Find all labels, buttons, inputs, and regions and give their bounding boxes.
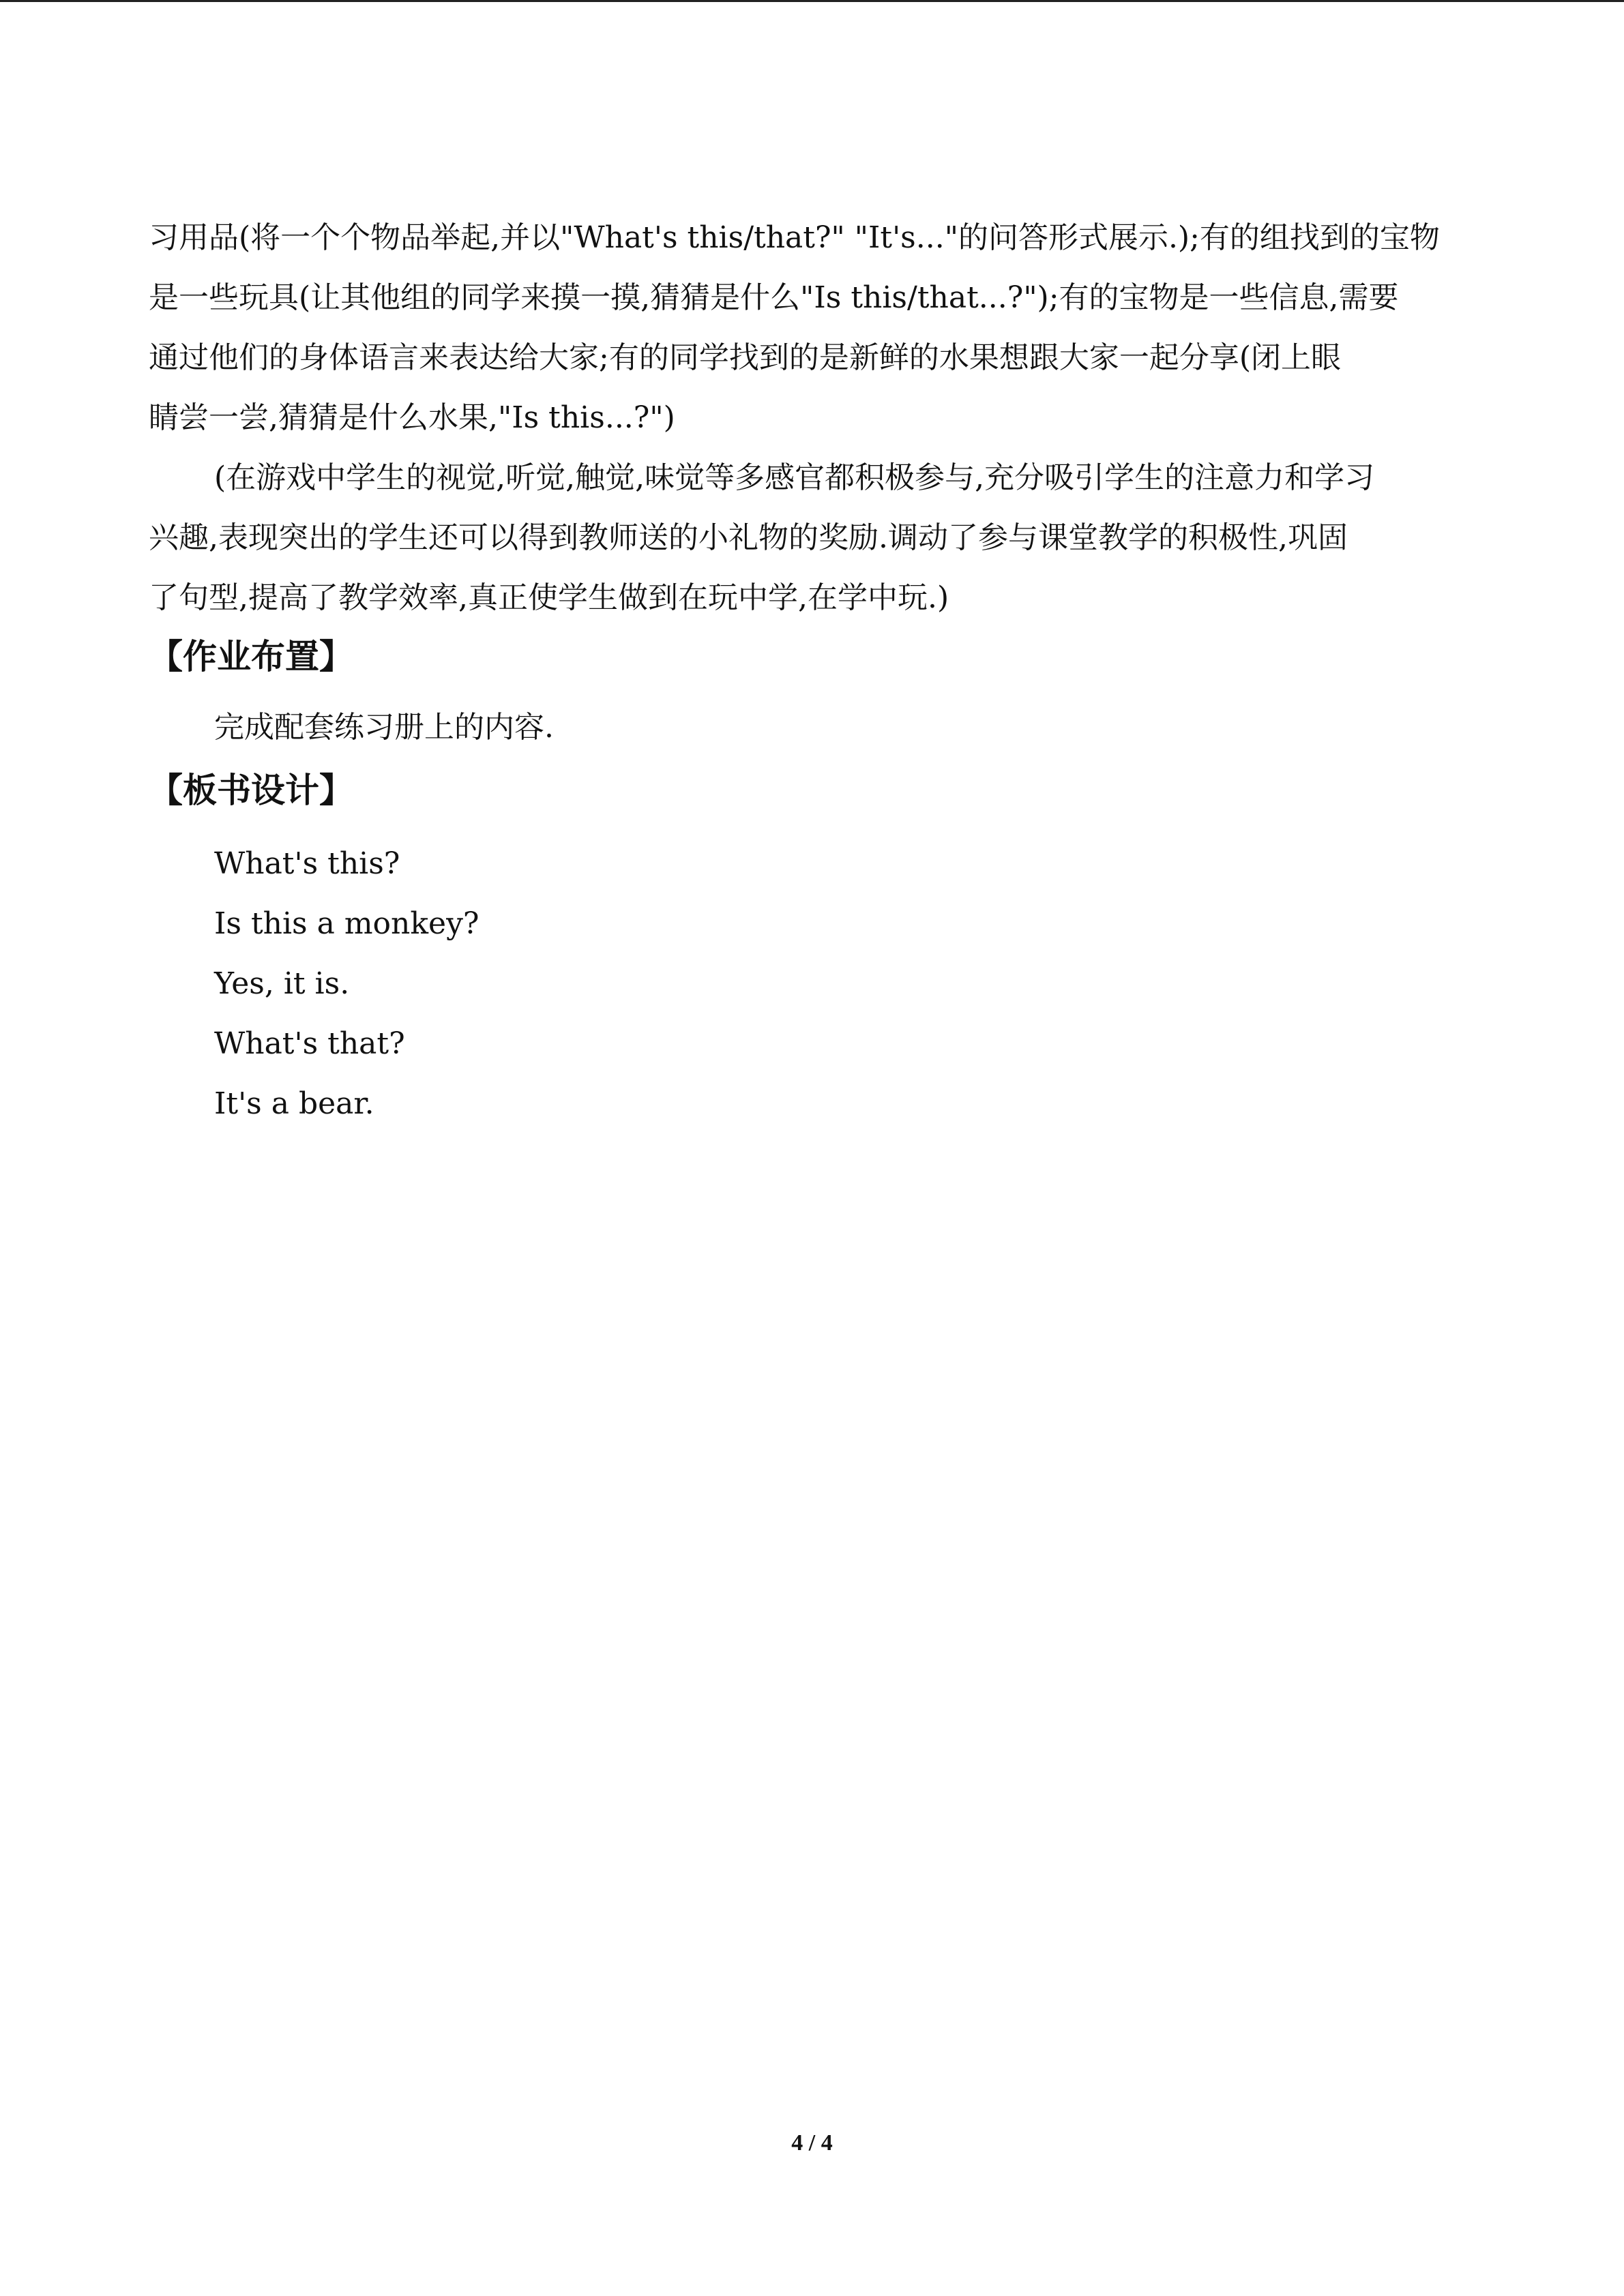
board-line: What's this? bbox=[214, 846, 400, 881]
document-body bbox=[149, 208, 1479, 1134]
paragraph-line: 通过他们的身体语言来表达给大家;有的同学找到的是新鲜的水果想跟大家一起分享(闭上眼 bbox=[149, 340, 1341, 375]
comment-line: 兴趣,表现突出的学生还可以得到教师送的小礼物的奖励.调动了参与课堂教学的积极性,巩固 bbox=[149, 520, 1348, 555]
paragraph-line: 是一些玩具(让其他组的同学来摸一摸,猜猜是什么"Is this/that...?");有的宝物是一些信息,需要 bbox=[149, 280, 1399, 315]
comment-line: (在游戏中学生的视觉,听觉,触觉,味觉等多感官都积极参与,充分吸引学生的注意力和学习 bbox=[214, 460, 1375, 495]
board-line: What's that? bbox=[214, 1026, 405, 1061]
page-top-border bbox=[0, 0, 1624, 2]
paragraph-line: 睛尝一尝,猜猜是什么水果,"Is this...?") bbox=[149, 400, 675, 435]
board-line: Is this a monkey? bbox=[214, 906, 479, 941]
board-line: It's a bear. bbox=[214, 1086, 374, 1121]
homework-heading: 【作业布置】 bbox=[149, 637, 353, 676]
comment-line: 了句型,提高了教学效率,真正使学生做到在玩中学,在学中玩.) bbox=[149, 580, 949, 615]
homework-text: 完成配套练习册上的内容. bbox=[214, 710, 554, 745]
board-line: Yes, it is. bbox=[214, 966, 350, 1001]
paragraph-line: 习用品(将一个个物品举起,并以"What's this/that?" "It's..."的问答形式展示.);有的组找到的宝物 bbox=[149, 220, 1440, 255]
board-design-heading: 【板书设计】 bbox=[149, 771, 353, 810]
page-number: 4 / 4 bbox=[791, 2130, 833, 2156]
board-design-list bbox=[149, 834, 1479, 1134]
